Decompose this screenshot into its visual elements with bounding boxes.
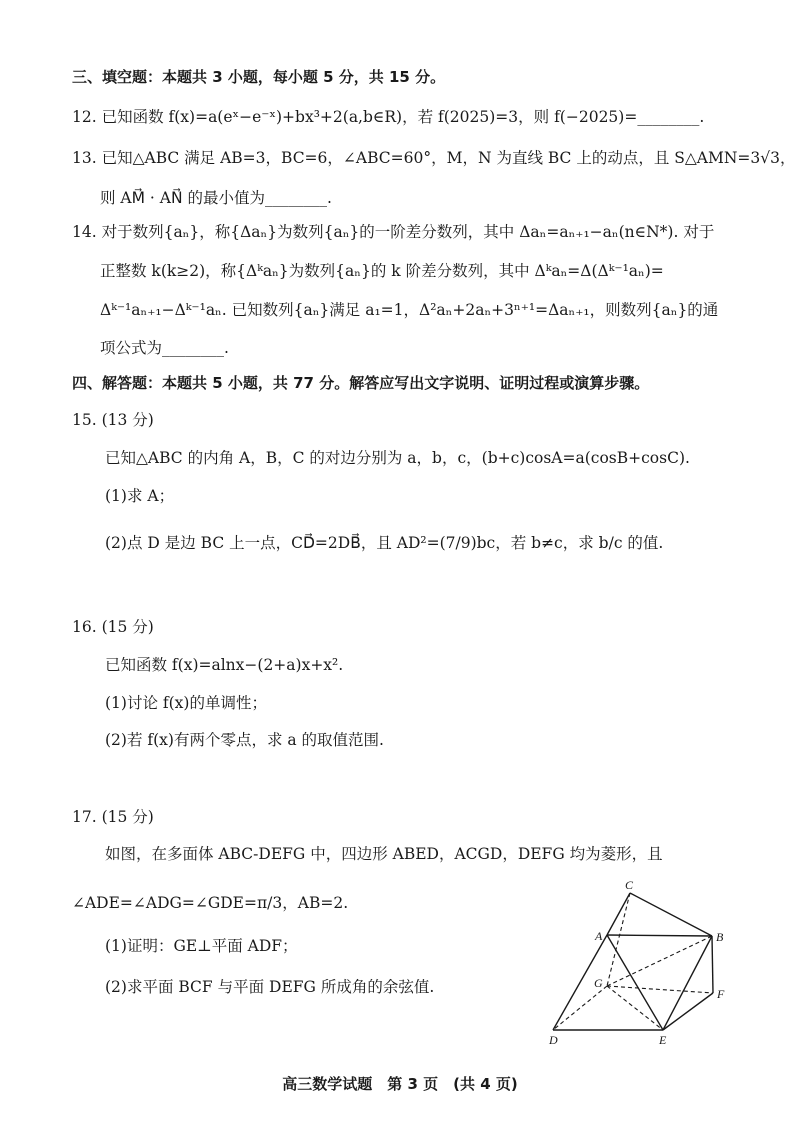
vertex-label-F: F [717,987,725,1001]
edge-GF-hidden [607,986,713,993]
question-17-part2: (2)求平面 BCF 与平面 DEFG 所成角的余弦值. [105,978,435,996]
section4-heading: 四、解答题：本题共 5 小题，共 77 分。解答应写出文字说明、证明过程或演算步骤。 [72,374,650,392]
edge-EF [663,993,713,1030]
question-17-header: 17. (15 分) [72,808,154,826]
question-15-stem: 已知△ABC 的内角 A，B，C 的对边分别为 a，b，c，(b+c)cosA=a(cosB+cosC). [105,449,690,467]
question-15-part1: (1)求 A； [105,487,175,505]
question-16-stem: 已知函数 f(x)=alnx−(2+a)x+x². [105,656,344,674]
edge-AB [607,935,712,936]
vertex-label-A: A [595,929,603,943]
question-12: 12. 已知函数 f(x)=a(eˣ−e⁻ˣ)+bx³+2(a,b∈R)，若 f(2025)=3，则 f(−2025)=________. [72,108,705,126]
edge-CA [607,893,630,935]
question-17-part1: (1)证明：GE⊥平面 ADF； [105,937,298,955]
edge-BE [663,936,712,1030]
question-16-part1: (1)讨论 f(x)的单调性； [105,694,267,712]
question-14-line3: Δᵏ⁻¹aₙ₊₁−Δᵏ⁻¹aₙ. 已知数列{aₙ}满足 a₁=1，Δ²aₙ+2aₙ+3ⁿ⁺¹=Δaₙ₊₁，则数列{aₙ}的通 [100,301,719,319]
section3-heading: 三、填空题：本题共 3 小题，每小题 5 分，共 15 分。 [72,68,446,86]
edge-CB [630,893,712,936]
question-15-part2: (2)点 D 是边 BC 上一点，CD⃗=2DB⃗，且 AD²=(7/9)bc，若 b≠c，求 b/c 的值. [105,534,664,552]
question-14-line2: 正整数 k(k≥2)，称{Δᵏaₙ}为数列{aₙ}的 k 阶差分数列，其中 Δᵏaₙ=Δ(Δᵏ⁻¹aₙ)= [100,262,664,280]
edge-GE-hidden [607,986,663,1030]
question-14-line4: 项公式为________. [100,339,229,357]
polyhedron-figure [545,878,755,1048]
edge-BF [712,936,713,993]
vertex-label-E: E [659,1033,667,1047]
edge-GD-hidden [553,986,607,1030]
question-14-line1: 14. 对于数列{aₙ}，称{Δaₙ}为数列{aₙ}的一阶差分数列，其中 Δaₙ=aₙ₊₁−aₙ(n∈N*). 对于 [72,223,715,241]
question-13-line2: 则 AM⃗ · AN⃗ 的最小值为________. [100,189,332,207]
question-16-header: 16. (15 分) [72,618,154,636]
question-16-part2: (2)若 f(x)有两个零点，求 a 的取值范围. [105,731,384,749]
question-17-stem-line1: 如图，在多面体 ABC-DEFG 中，四边形 ABED，ACGD，DEFG 均为菱形，且 [105,845,663,863]
question-17-stem-line2: ∠ADE=∠ADG=∠GDE=π/3，AB=2. [72,894,349,912]
question-13-line1: 13. 已知△ABC 满足 AB=3，BC=6，∠ABC=60°，M，N 为直线 BC 上的动点，且 S△AMN=3√3， [72,149,796,167]
vertex-label-C: C [625,878,634,892]
vertex-label-B: B [716,930,724,944]
vertex-label-G: G [594,976,603,990]
vertex-label-D: D [549,1033,558,1047]
question-15-header: 15. (13 分) [72,411,154,429]
page-footer: 高三数学试题 第 3 页 (共 4 页) [282,1075,518,1093]
